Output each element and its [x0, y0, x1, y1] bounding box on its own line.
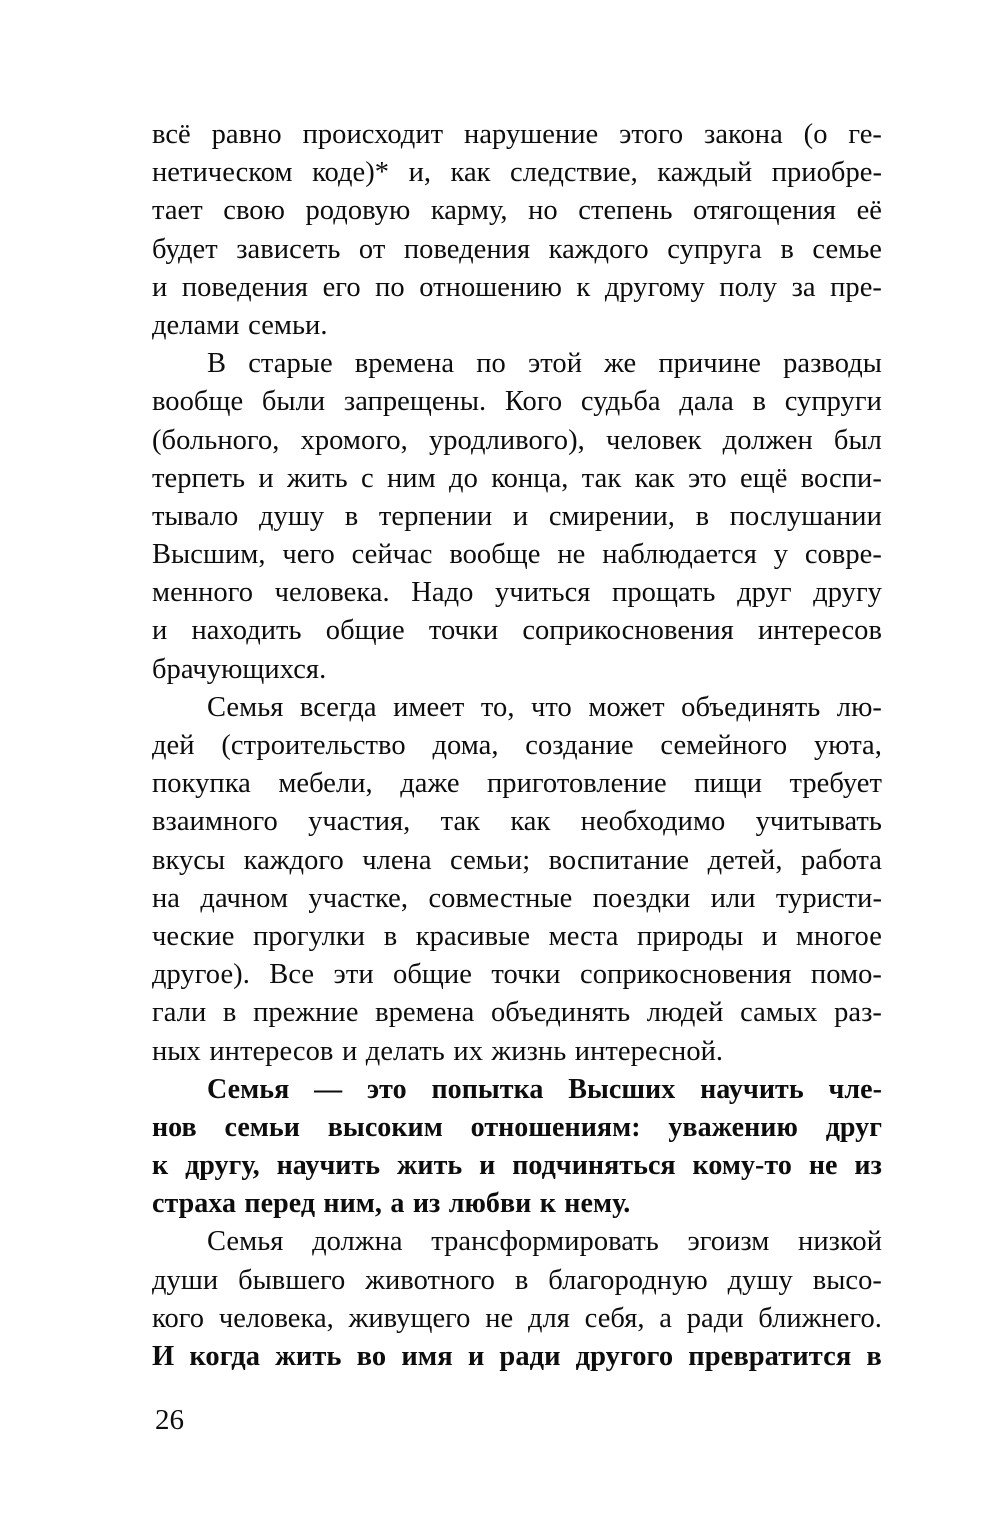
- text-line: другое). Все эти общие точки соприкосновения помо-: [152, 959, 882, 991]
- paragraph-1: [152, 116, 882, 345]
- text-line: В старые времена по этой же причине разводы: [207, 348, 882, 380]
- text-line: кого человека, живущего не для себя, а ради ближнего.: [152, 1302, 882, 1334]
- text-line: и находить общие точки соприкосновения интересов: [152, 615, 882, 647]
- text-line: вообще были запрещены. Кого судьба дала в супруги: [152, 386, 882, 418]
- text-line: Семья всегда имеет то, что может объединять лю-: [207, 691, 882, 723]
- text-line: души бывшего животного в благородную душу высо-: [152, 1264, 882, 1296]
- text-line: дей (строительство дома, создание семейного уюта,: [152, 730, 882, 761]
- text-line: И когда жить во имя и ради другого превратится в: [152, 1341, 882, 1372]
- text-line: делами семьи.: [152, 309, 328, 341]
- text-line: ческие прогулки в красивые места природы и многое: [152, 920, 882, 952]
- text-line: ных интересов и делать их жизнь интересной.: [152, 1035, 724, 1067]
- text-line: всё равно происходит нарушение этого закона (о ге-: [152, 119, 882, 150]
- text-line: брачующихся.: [152, 653, 327, 685]
- text-line: нов семьи высоким отношениям: уважению друг: [152, 1111, 882, 1143]
- text-line: гали в прежние времена объединять людей самых раз-: [152, 997, 882, 1029]
- text-line: тает свою родовую карму, но степень отягощения её: [152, 195, 882, 227]
- paragraph-3: [152, 689, 882, 1071]
- text-line: тывало душу в терпении и смирении, в послушании: [152, 500, 882, 532]
- text-line: к другу, научить жить и подчиняться кому-то не из: [152, 1150, 882, 1182]
- text-line: Семья должна трансформировать эгоизм низкой: [207, 1226, 882, 1258]
- text-line: менного человека. Надо учиться прощать друг другу: [152, 577, 882, 609]
- text-line: будет зависеть от поведения каждого супруга в семье: [152, 233, 882, 265]
- page-number: 26: [155, 1404, 184, 1436]
- text-line: Высшим, чего сейчас вообще не наблюдается у совре-: [152, 539, 882, 571]
- text-line: терпеть и жить с ним до конца, так как это ещё воспи-: [152, 462, 882, 494]
- text-line: взаимного участия, так как необходимо учитывать: [152, 806, 882, 838]
- text-line: на дачном участке, совместные поездки или туристи-: [152, 882, 882, 914]
- text-line: и поведения его по отношению к другому полу за пре-: [152, 271, 882, 303]
- text-line: (больного, хромого, уродливого), человек должен был: [152, 424, 882, 456]
- paragraph-4-bold: [152, 1071, 882, 1224]
- paragraph-5: [152, 1223, 882, 1376]
- paragraph-2: [152, 345, 882, 689]
- text-line: страха перед ним, а из любви к нему.: [152, 1188, 631, 1220]
- text-line: вкусы каждого члена семьи; воспитание детей, работа: [152, 844, 882, 876]
- text-line: Семья — это попытка Высших научить чле-: [207, 1073, 882, 1105]
- text-column: [152, 116, 882, 1376]
- text-line: покупка мебели, даже приготовление пищи требует: [152, 768, 882, 800]
- text-line: нетическом коде)* и, как следствие, каждый приобре-: [152, 157, 882, 189]
